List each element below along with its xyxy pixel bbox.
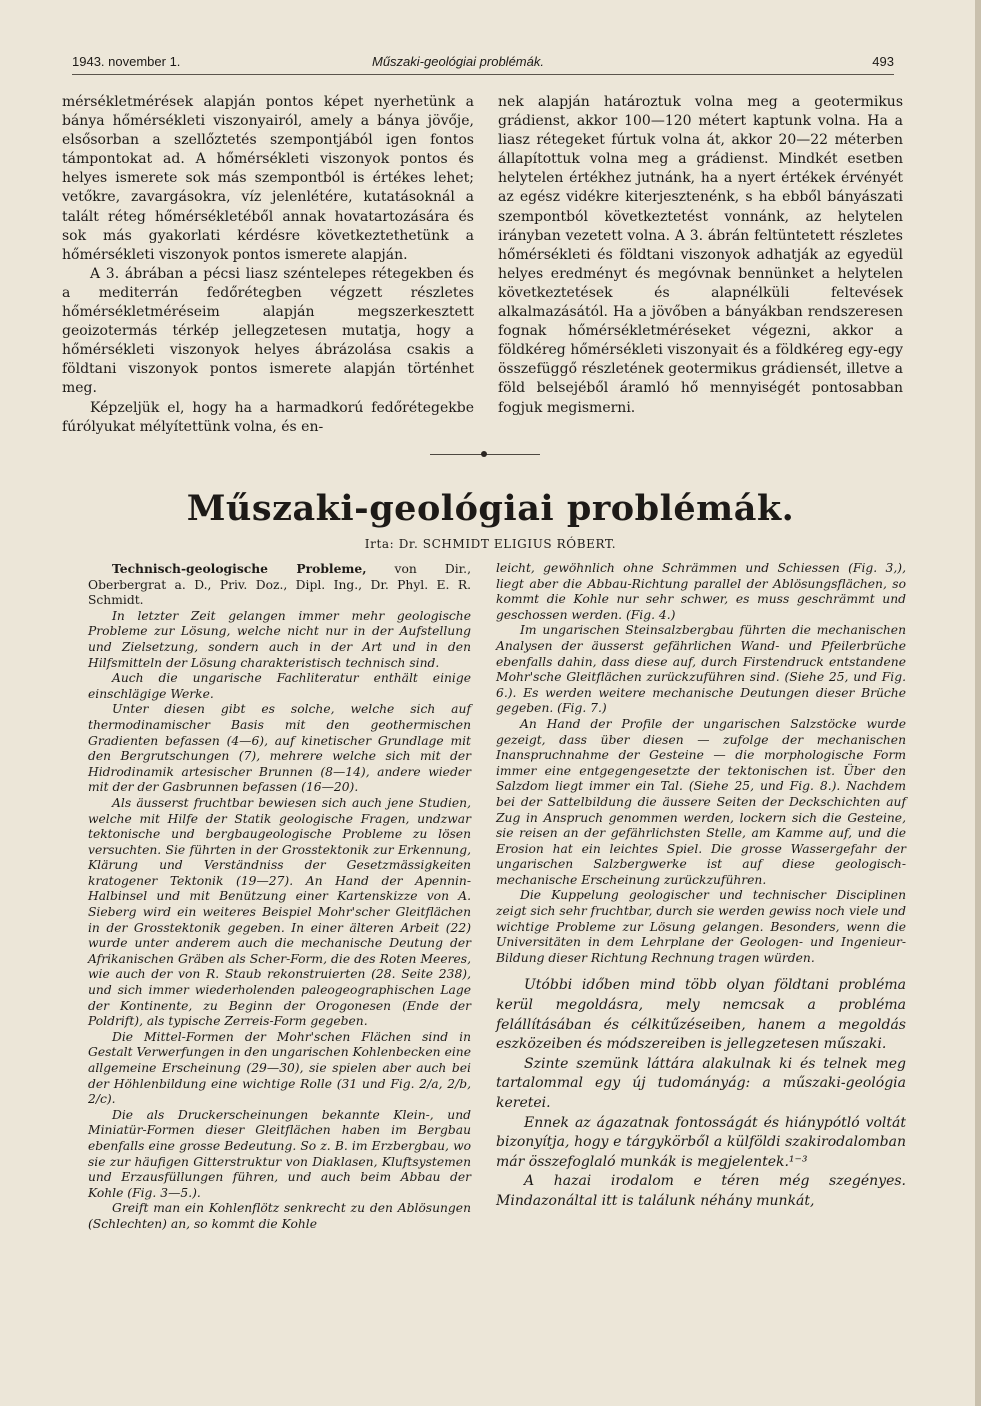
paragraph: Auch die ungarische Fachliteratur enthält einige einschlägige Werke. — [88, 671, 471, 701]
paragraph: An Hand der Profile der ungarischen Salzstöcke wurde gezeigt, dass über diesen — zufolge der mechanischen Inanspruchnahme der Gesteine — die morphologische Form immer eine entgegengesetzte der tektonischen ist. Über den Salzdom liegt immer ein Tal. (Siehe 25, und Fig. 8.). Nachdem bei der Sattelbildung die äussere Seiten der Deckschichten auf Zug in Anspruch genommen werden, lockern sich die Gesteine, sie reisen an der gefährlichsten Stelle, am Kamme auf, und die Erosion hat ein leichtes Spiel. Die grosse Wassergefahr der ungarischen Salzbergwerke ist auf diese geologisch-mechanische Erscheinung zurückzuführen. — [496, 716, 906, 887]
paragraph: Greift man ein Kohlenflötz senkrecht zu den Ablösungen (Schlechten) an, so kommt die Kohle — [88, 1201, 471, 1231]
german-abstract-heading — [88, 561, 471, 609]
upper-right-column — [498, 93, 903, 418]
header-date: 1943. november 1. — [72, 54, 181, 69]
article-title: Műszaki-geológiai problémák. — [186, 488, 795, 529]
paragraph: leicht, gewöhnlich ohne Schrämmen und Schiessen (Fig. 3,), liegt aber die Abbau-Richtung parallel der Ablösungsflächen, so kommt die Kohle nur sehr schwer, es muss geschrämmt und geschossen werden. (Fig. 4.) — [496, 561, 906, 622]
german-abstract-title: Technisch-geologische Probleme, — [112, 561, 367, 576]
paragraph: Als äusserst fruchtbar bewiesen sich auch jene Studien, welche mit Hilfe der Statik geologische Fragen, undzwar tektonische und bergbaugeologische Probleme zu lösen versuchten. Sie führten in der Grosstektonik zur Erkennung, Klärung und Verständniss der Gesetzmässigkeiten kratogener Tektonik (19—27). An Hand der Apennin-Halbinsel und mit Benützung einer Kartenskizze von A. Sieberg wird ein weiteres Beispiel Mohr'scher Gleitflächen in der Grosstektonik gegeben. In einer älteren Arbeit (22) wurde unter anderem auch die mechanische Deutung der Afrikanischen Gräben als Scher-Form, die des Roten Meeres, wie auch der von R. Staub rekonstruierten (28. Seite 238), und sich immer wiederholenden paleogeographischen Lage der Kontinente, zu Beginn der Orogonesen (Ende der Poldrift), als typische Zerreis-Form gegeben. — [88, 795, 471, 1029]
article-author: Irta: Dr. SCHMIDT ELIGIUS RÓBERT. — [364, 537, 617, 551]
page-header — [72, 52, 894, 74]
paragraph: Die Mittel-Formen der Mohr'schen Flächen sind in Gestalt Verwerfungen in den ungarischen Kohlenbecken eine allgemeine Erscheinung (29—30), sie spielen aber auch bei der Höhlenbildung eine wichtige Rolle (31 und Fig. 2/a, 2/b, 2/c). — [88, 1029, 471, 1107]
header-rule — [72, 74, 894, 75]
paragraph: Szinte szemünk láttára alakulnak ki és telnek meg tartalommal egy új tudományág: a műszaki-geológia keretei. — [496, 1055, 906, 1111]
paragraph: Utóbbi időben mind több olyan földtani probléma kerül megoldásra, mely nemcsak a probléma felállításában és célkitűzéseiben, hanem a megoldás eszközeiben és módszereiben is jellegzetesen műszaki. — [496, 977, 906, 1053]
german-abstract-author: von Dir., Oberbergrat a. D., Priv. Doz., Dipl. Ing., Dr. Phyl. E. R. Schmidt. — [88, 562, 471, 608]
paragraph: mérsékletmérések alapján pontos képet nyerhetünk a bánya hőmérsékleti viszonyairól, amely a bánya jövője, elsősorban a szellőztetés szempontjából igen fontos támpontokat ad. A hőmérsékleti viszonyok pontos és helyes ismerete sok más szempontból is értékes lehet; vetőkre, zavargásokra, víz jelenlétére, kutatásoknál a talált réteg hőmérsékletéből annak hovatartozására és sok más gyakorlati kérdésre következtethetünk a hőmérsékleti viszonyok pontos ismerete alapján. — [62, 94, 474, 263]
divider-dot — [481, 451, 487, 457]
paragraph: A hazai irodalom e téren még szegényes. Mindazonáltal itt is találunk néhány munkát, — [496, 1173, 906, 1209]
paragraph: nek alapján határoztuk volna meg a geotermikus grádienst, akkor 100—120 métert kaptunk volna. Ha a liasz rétegeket fúrtuk volna át, akkor 20—22 méterben állapítottuk volna meg a grádienst. Mindkét esetben helytelen értékhez jutnánk, ha a nyert értékek érvényét az egész vidékre kiterjesztenénk, s ha ebből bányászati szempontból következtetést vonnánk, az helytelen irányban vezetett volna. A 3. ábrán feltüntetett részletes hőmérsékleti és földtani viszonyok adhatják az egyedül helyes eredményt és megóvnak bennünket a helytelen következtetések és alapnélküli feltevések alkalmazásától. Ha a jövőben a bányákban rendszeresen fognak hőmérsékletméréseket végezni, akkor a földkéreg hőmérsékleti viszonyait és a földkéreg egy-egy összefüggő részletének geotermikus grádiensét, illetve a föld belsejéből áramló hő mennyiségét pontosabban fogjuk megismerni. — [498, 94, 903, 416]
paragraph: A 3. ábrában a pécsi liasz széntelepes rétegekben és a mediterrán fedőrétegben végzett részletes hőmérsékletméréseim alapján megszerkesztett geoizotermás térkép jellegzetesen mutatja, hogy a hőmérsékleti viszonyok helyes ábrázolása csakis a földtani viszonyok pontos ismerete alapján történhet meg. — [62, 265, 474, 397]
page-number: 493 — [872, 54, 894, 69]
paragraph: Im ungarischen Steinsalzbergbau führten die mechanischen Analysen der äusserst gefährlichen Wand- und Pfeilerbrüche ebenfalls dahin, dass diese auf, durch Firstendruck entstandene Mohr'sche Gleitflächen zurückzuführen sind. (Siehe 25, und Fig. 6.). Es werden weitere mechanische Deutungen dieser Brüche gegeben. (Fig. 7.) — [496, 623, 906, 716]
paragraph: Képzeljük el, hogy ha a harmadkorú fedőrétegekbe fúrólyukat mélyítettünk volna, és en- — [62, 399, 474, 435]
paragraph: In letzter Zeit gelangen immer mehr geologische Probleme zur Lösung, welche nicht nur in der Aufstellung und Zielsetzung, sondern auch in der Art und in den Hilfsmitteln der Lösung charakteristisch technisch sind. — [88, 608, 471, 670]
running-title: Műszaki-geológiai problémák. — [372, 54, 544, 69]
lower-right-column — [496, 561, 906, 1212]
upper-left-column — [62, 93, 474, 437]
lower-left-column — [88, 561, 471, 1233]
paragraph: Die Kuppelung geologischer und technischer Disciplinen zeigt sich sehr fruchtbar, durch sie werden gewiss noch viele und wichtige Probleme zur Lösung gelangen. Besonders, wenn die Universitäten in dem Lehrplane der Geologen- und Ingenieur-Bildung dieser Richtung Rechnung tragen würden. — [496, 888, 906, 965]
page-edge — [975, 0, 981, 1406]
paragraph: Unter diesen gibt es solche, welche sich auf thermodinamischer Basis mit den geothermischen Gradienten befassen (4—6), auf kinetischer Grundlage mit den Bergrutschungen (7), mehrere welche sich mit der Hidrodinamik artesischer Brunnen (8—14), andere wieder mit der der Gasbrunnen befassen (16—20). — [88, 702, 471, 795]
paragraph: Die als Druckerscheinungen bekannte Klein-, und Miniatür-Formen dieser Gleitflächen haben im Bergbau ebenfalls eine grosse Bedeutung. So z. B. im Erzbergbau, wo sie zur häufigen Gitterstruktur von Diaklasen, Kluftsystemen und Erzausfüllungen führen, und auch beim Abbau der Kohle (Fig. 3—5.). — [88, 1107, 471, 1200]
paragraph: Ennek az ágazatnak fontosságát és hiánypótló voltát bizonyítja, hogy e tárgykörből a külföldi szakirodalomban már összefoglaló munkák is megjelentek.¹⁻³ — [496, 1114, 906, 1170]
